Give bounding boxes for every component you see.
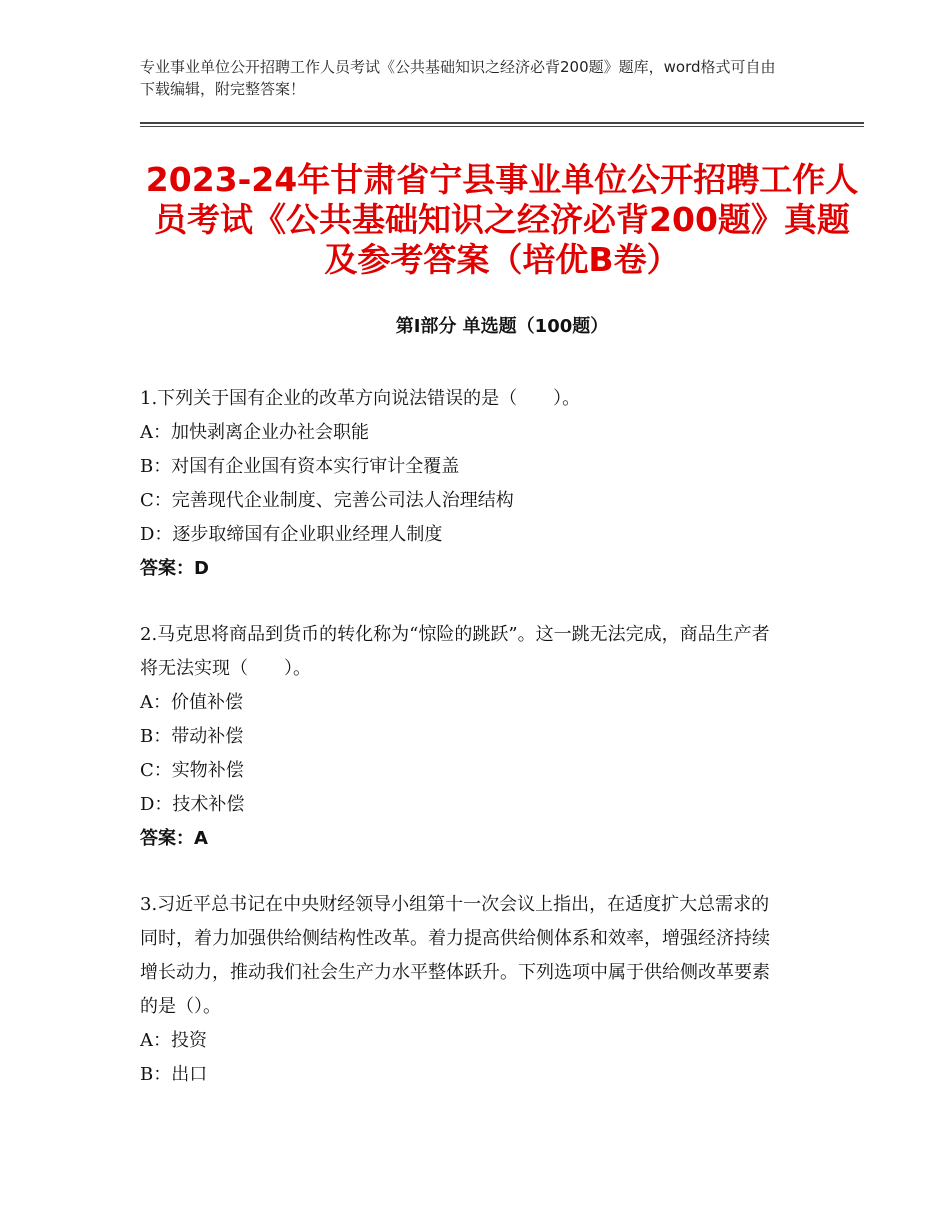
option-a: A：投资: [140, 1030, 207, 1051]
option-a: A：价值补偿: [140, 692, 243, 713]
question-stem: 3.习近平总书记在中央财经领导小组第十一次会议上指出，在适度扩大总需求的同时，着力加强供给侧结构性改革。着力提高供给侧体系和效率，增强经济持续增长动力，推动我们社会生产力水平整体跃升。下列选项中属于供给侧改革要素的是（）。: [140, 894, 770, 1017]
header-divider: [140, 122, 864, 124]
option-c: C：完善现代企业制度、完善公司法人治理结构: [140, 490, 514, 511]
question-list: [140, 382, 780, 1124]
option-c: C：实物补偿: [140, 760, 244, 781]
answer-label: 答案：A: [140, 828, 208, 849]
header-divider-thin: [140, 126, 864, 127]
question-item: [140, 382, 780, 586]
option-b: B：出口: [140, 1064, 208, 1085]
question-item: [140, 888, 780, 1092]
section-heading: 第Ⅰ部分 单选题（100题）: [395, 316, 609, 337]
question-stem: 1.下列关于国有企业的改革方向说法错误的是（ ）。: [140, 388, 581, 409]
option-a: A：加快剥离企业办社会职能: [140, 422, 369, 443]
header-note: 专业事业单位公开招聘工作人员考试《公共基础知识之经济必背200题》题库，word格式可自由下载编辑，附完整答案！: [140, 58, 776, 98]
option-b: B：带动补偿: [140, 726, 244, 747]
answer-label: 答案：D: [140, 558, 209, 579]
question-item: [140, 618, 780, 856]
option-b: B：对国有企业国有资本实行审计全覆盖: [140, 456, 460, 477]
option-d: D：逐步取缔国有企业职业经理人制度: [140, 524, 443, 545]
question-stem: 2.马克思将商品到货币的转化称为“惊险的跳跃”。这一跳无法完成，商品生产者将无法实现（ ）。: [140, 624, 770, 679]
document-title: 2023-24年甘肃省宁县事业单位公开招聘工作人员考试《公共基础知识之经济必背200题》真题及参考答案（培优B卷）: [145, 160, 859, 279]
option-d: D：技术补偿: [140, 794, 245, 815]
